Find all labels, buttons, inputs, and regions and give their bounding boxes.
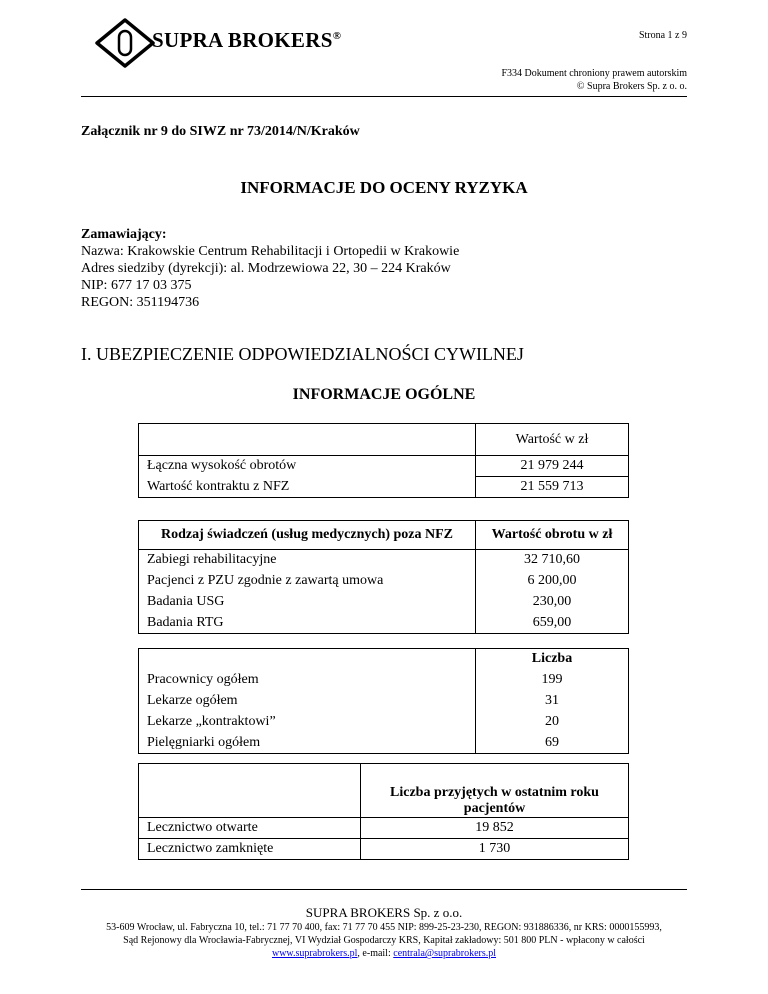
table-row — [139, 691, 629, 712]
table-row — [139, 712, 629, 733]
row-label: Pielęgniarki ogółem — [139, 733, 476, 754]
table-header-cell: Wartość w zł — [476, 424, 629, 456]
table-row — [139, 571, 629, 592]
footer-address: 53-609 Wrocław, ul. Fabryczna 10, tel.: 71 77 70 400, fax: 71 77 70 455 NIP: 899-25-23-230, REGON: 931886336, nr KRS: 0000155993, — [106, 922, 662, 933]
turnover-table — [138, 423, 629, 498]
copyright-notice: F334 Dokument chroniony prawem autorskim — [501, 68, 687, 79]
table-header-row — [139, 521, 629, 550]
row-value: 1 730 — [361, 839, 629, 860]
table-row — [139, 550, 629, 571]
row-value: 19 852 — [361, 818, 629, 839]
row-label: Badania RTG — [139, 613, 476, 634]
table-header-cell: Wartość obrotu w zł — [476, 521, 629, 550]
table-row — [139, 733, 629, 754]
row-label: Łączna wysokość obrotów — [139, 456, 476, 477]
patients-table — [138, 763, 629, 860]
table-row — [139, 477, 629, 498]
subsection-title: INFORMACJE OGÓLNE — [292, 386, 476, 403]
row-value: 32 710,60 — [476, 550, 629, 571]
table-row — [139, 456, 629, 477]
table-header-cell — [361, 764, 629, 818]
table-header-row — [139, 649, 629, 670]
client-label: Zamawiający: — [81, 227, 167, 242]
table4-header-text: Liczba przyjętych w ostatnim roku pacjentów — [390, 785, 599, 816]
row-label: Pacjenci z PZU zgodnie z zawartą umowa — [139, 571, 476, 592]
row-label: Badania USG — [139, 592, 476, 613]
table-row — [139, 613, 629, 634]
website-link[interactable]: www.suprabrokers.pl — [271, 948, 358, 959]
row-value: 31 — [476, 691, 629, 712]
services-table — [138, 520, 629, 634]
row-label: Lecznictwo zamknięte — [139, 839, 361, 860]
row-value: 21 979 244 — [476, 456, 629, 477]
table-header-cell: Rodzaj świadczeń (usług medycznych) poza NFZ — [139, 521, 476, 550]
client-address: Adres siedziby (dyrekcji): al. Modrzewiowa 22, 30 – 224 Kraków — [81, 261, 451, 276]
supra-brokers-logo-icon — [95, 18, 155, 68]
row-value: 20 — [476, 712, 629, 733]
client-nip: NIP: 677 17 03 375 — [81, 278, 192, 293]
row-value: 6 200,00 — [476, 571, 629, 592]
row-label: Pracownicy ogółem — [139, 670, 476, 691]
table-header-cell: Liczba — [476, 649, 629, 670]
client-name: Nazwa: Krakowskie Centrum Rehabilitacji i Ortopedii w Krakowie — [81, 244, 460, 259]
email-prefix: , e-mail: — [357, 948, 394, 959]
table-row — [139, 818, 629, 839]
table-row — [139, 839, 629, 860]
client-regon: REGON: 351194736 — [81, 295, 200, 310]
annex-reference: Załącznik nr 9 do SIWZ nr 73/2014/N/Kraków — [81, 124, 360, 139]
copyright-owner: © Supra Brokers Sp. z o. o. — [576, 81, 687, 92]
footer-divider — [81, 889, 687, 890]
logo-text: SUPRA BROKERS® — [152, 28, 342, 52]
row-value: 230,00 — [476, 592, 629, 613]
footer-registration: Sąd Rejonowy dla Wrocławia-Fabrycznej, VI Wydział Gospodarczy KRS, Kapitał zakładowy: 501 800 PLN - wpłacony w całości — [123, 935, 645, 946]
row-label: Zabiegi rehabilitacyjne — [139, 550, 476, 571]
client-info — [81, 226, 459, 311]
row-value: 659,00 — [476, 613, 629, 634]
row-value: 21 559 713 — [476, 477, 629, 498]
row-value: 199 — [476, 670, 629, 691]
row-label: Lekarze „kontraktowi” — [139, 712, 476, 733]
table-row — [139, 592, 629, 613]
page-indicator: Strona 1 z 9 — [638, 30, 687, 41]
footer-contact — [0, 948, 768, 959]
row-label: Lekarze ogółem — [139, 691, 476, 712]
staff-table — [138, 648, 629, 754]
footer-company: SUPRA BROKERS Sp. z o.o. — [305, 905, 463, 920]
header-divider — [81, 96, 687, 97]
row-label: Lecznictwo otwarte — [139, 818, 361, 839]
row-label: Wartość kontraktu z NFZ — [139, 477, 476, 498]
section-title: I. UBEZPIECZENIE ODPOWIEDZIALNOŚCI CYWILNEJ — [81, 344, 524, 364]
document-title: INFORMACJE DO OCENY RYZYKA — [240, 178, 528, 197]
email-link[interactable]: centrala@suprabrokers.pl — [393, 948, 497, 959]
row-value: 69 — [476, 733, 629, 754]
table-header-row — [139, 424, 629, 456]
table-row — [139, 670, 629, 691]
table-header-row — [139, 764, 629, 818]
